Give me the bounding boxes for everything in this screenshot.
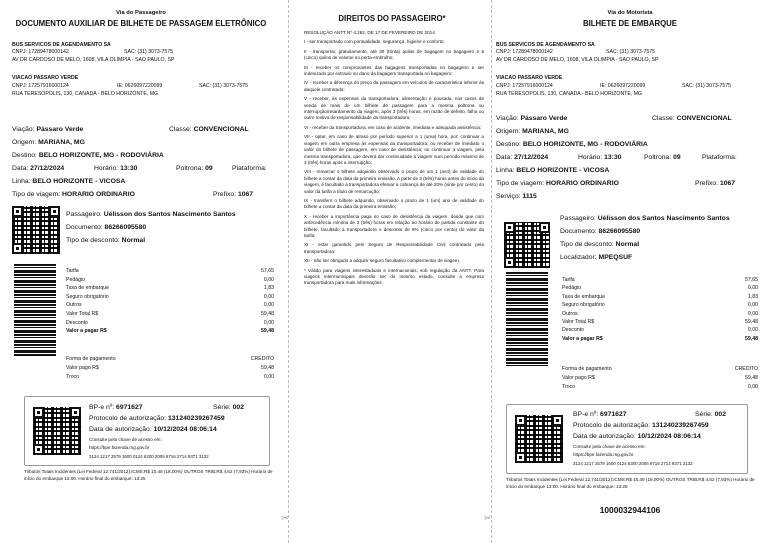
- passenger-rights: [294, 0, 490, 543]
- rights-item: V - receber, às expensas da transportadora, alimentação e pousada, nos casos de venda de mais de um bilhete de passagem para a mesma poltrona ou interrupção/retardamento da viagem, após 3 (três) horas, em razão de defeito, falha ou outro motivo de responsabilidade da transportadora;: [304, 96, 484, 121]
- driver-copy: [494, 0, 766, 543]
- linha-row: Linha: BELO HORIZONTE - VICOSA: [496, 167, 610, 174]
- company2-ie: IE: 0626097220099: [117, 83, 163, 89]
- rights-item: VI - receber da transportadora, em caso de acidente, imediata e adequada assistência;: [304, 124, 482, 130]
- plataforma-row: Plataforma:: [702, 154, 737, 161]
- documento-row: Documento: 86266095580: [560, 228, 641, 235]
- company1-cnpj: CNPJ: 17289478000142: [12, 49, 69, 55]
- rights-item: * Válido para viagens interestaduais e internacionais, sob regulação da ANTT. Para viagens intermunicipais deverão ser do mesmo estado, consulte a empresa transportadora para mais informações.: [304, 267, 484, 286]
- rights-item: III - receber os comprovantes das bagagens transportadas no bagageiro e ser indenizado por extravio ou dano da bagagem transportada no bagageiro;: [304, 64, 484, 77]
- fare-row: Outros 0,00: [562, 310, 758, 317]
- company1-cnpj: CNPJ: 17289478000142: [496, 49, 553, 55]
- via-label: Via do Motorista: [607, 10, 653, 16]
- destino-row: Destino: BELO HORIZONTE, MG - RODOVIÁRIA: [496, 141, 648, 148]
- qr-code-bpe: [515, 415, 563, 463]
- documento-row: Documento: 86266095580: [66, 224, 147, 231]
- origem-row: Origem: MARIANA, MG: [12, 139, 85, 146]
- fare-row: Valor Total R$ 59,48: [66, 310, 274, 317]
- fare-row: Pedágio 0,00: [562, 285, 758, 292]
- fare-row: Tarifa 57,65: [562, 277, 758, 283]
- fare-row: Seguro obrigatório 0,00: [562, 302, 758, 309]
- data-row: Data: 27/12/2024: [496, 154, 549, 161]
- via-label: Via do Passageiro: [116, 10, 166, 16]
- bpe-url[interactable]: https://bpe.fazenda.mg.gov.br: [89, 445, 150, 450]
- company2-sac: SAC: (31) 3073-7575: [199, 83, 249, 89]
- fare-row: Tarifa 57,65: [66, 268, 274, 274]
- payment-row: Forma de pagamento CREDITO: [562, 366, 758, 372]
- company1-name: BUS SERVICOS DE AGENDAMENTO SA: [496, 42, 595, 48]
- payment-row: Troco 0,00: [66, 374, 274, 380]
- scissors-icon: ✂: [281, 513, 289, 523]
- data-row: Data: 27/12/2024: [12, 165, 65, 172]
- prefixo-row: Prefixo: 1067: [213, 191, 254, 198]
- fare-row: Taxa de embarque 1,83: [66, 285, 274, 292]
- rights-item: XI - estar garantido pelo Seguro de Responsabilidade Civil contratado pela transportadora;: [304, 242, 484, 254]
- destino-row: Destino: BELO HORIZONTE, MG - RODOVIÁRIA: [12, 152, 164, 159]
- prefixo-row: Prefixo: 1067: [695, 180, 736, 187]
- qr-code-bpe: [33, 407, 81, 455]
- qr-code-passenger: [12, 206, 60, 254]
- localizador-row: Localizador: MPEQSUF: [560, 254, 633, 261]
- cut-line-1: [288, 0, 289, 543]
- tipo-viagem-row: Tipo de viagem: HORARIO ORDINARIO: [496, 180, 619, 187]
- payment-row: Valor pago R$ 59,48: [66, 365, 274, 371]
- bpe-box: [24, 396, 270, 466]
- plataforma-row: Plataforma:: [232, 165, 267, 172]
- desconto-row: Tipo de desconto: Normal: [560, 241, 640, 248]
- viacao-row: Viação: Pássaro Verde: [12, 126, 84, 133]
- barcode-passenger: [14, 264, 56, 356]
- bpe-number: BP-e nº: 6971627: [89, 404, 143, 411]
- company2-address: RUA TERESOPOLIS, 130, CANADA - BELO HORIZONTE, MG: [12, 91, 159, 97]
- rights-item: IX - transferir o bilhete adquirido, observado o prazo de 1 (um) ano de validade do bilhete a contar da data da primeira emissão;: [304, 197, 484, 210]
- rights-title: DIREITOS DO PASSAGEIRO*: [338, 14, 446, 23]
- ticket-number: 1000032944106: [599, 505, 661, 515]
- fare-row: Outros 0,00: [66, 302, 274, 309]
- origem-row: Origem: MARIANA, MG: [496, 128, 569, 135]
- bpe-chave: 3124 1217 2579 1600 0124 6300 2006 9716 2714 9371 3132: [573, 461, 693, 466]
- cut-line-2: [491, 0, 492, 543]
- passageiro-row: Passageiro: Uélisson dos Santos Nascimento Santos: [560, 215, 730, 222]
- payment-row: Valor pago R$ 59,48: [562, 375, 758, 381]
- fare-table: [66, 268, 274, 337]
- company2-name: VIACAO PASSARO VERDE: [496, 75, 563, 81]
- rights-item: RESOLUÇÃO ANTT Nº 4.282, DE 17 DE FEVEREIRO DE 2014.: [304, 30, 437, 35]
- company1-name: BUS SERVICOS DE AGENDAMENTO SA: [12, 42, 111, 48]
- bpe-number: BP-e nº: 6971627: [573, 411, 627, 418]
- rights-item: I - ser transportado com pontualidade, segurança, higiene e conforto;: [304, 39, 445, 45]
- viacao-row: Viação: Pássaro Verde: [496, 115, 568, 122]
- rights-item: II - transportar, gratuitamente, até 30 (trinta) quilos de bagagem no bagageiro e 5 (cinco) quilos de volume no porta-embrulho;: [304, 48, 484, 61]
- fare-row: Desconto 0,00: [66, 319, 274, 326]
- payment-row: Forma de pagamento CREDITO: [66, 356, 274, 362]
- poltrona-row: Poltrona: 09: [644, 154, 681, 161]
- company1-sac: SAC: (31) 3073-7575: [124, 49, 174, 55]
- bpe-protocolo: Protocolo de autorização: 131240239267459: [89, 415, 225, 422]
- bpe-consulta: Consulte pela chave de acesso em:: [89, 437, 162, 442]
- servico-row: Serviço: 1115: [496, 193, 537, 200]
- poltrona-row: Poltrona: 09: [176, 165, 213, 172]
- fare-row: Taxa de embarque 1,83: [562, 293, 758, 300]
- bpe-chave: 3124 1217 2579 1600 0124 6300 2006 9716 2714 9371 3132: [89, 454, 209, 459]
- desconto-row: Tipo de desconto: Normal: [66, 237, 146, 244]
- fare-row: Pedágio 0,00: [66, 276, 274, 283]
- company2-cnpj: CNPJ: 17257916000124: [496, 83, 553, 89]
- payment-row: Troco 0,00: [562, 384, 758, 390]
- bpe-box: [506, 404, 748, 474]
- rights-item: X - receber a importância paga no caso de desistência da viagem, desde que com antecedência mínima de 3 (três) horas em relação ao horário de partida constante do bilhete, facultado à transportadora o desconto de 5% (cinco por cento) do valor da tarifa;: [304, 213, 484, 238]
- company2-cnpj: CNPJ: 17257916000124: [12, 83, 69, 89]
- bpe-url[interactable]: https://bpe.fazenda.mg.gov.br: [573, 452, 634, 457]
- tributos-footer: Tributos Totais Incidentes (Lei Federal 12.741/2012):ICMS:R$ 10,48 (18,00%) OUTROS TRIB:R$ 4,62 (7,93%) Horário de início do embarque 13:00. Horário final do embarque: 13:25: [506, 477, 755, 489]
- fare-row-total: Valor a pagar R$ 59,48: [562, 335, 758, 342]
- classe-row: Classe: CONVENCIONAL: [169, 126, 249, 133]
- fare-row-total: Valor a pagar R$ 59,48: [66, 328, 274, 335]
- bpe-data-autorizacao: Data de autorização: 10/12/2024 08:06:14: [89, 426, 217, 433]
- barcode-driver: [506, 272, 548, 366]
- fare-table: [562, 277, 758, 344]
- company2-name: VIACAO PASSARO VERDE: [12, 75, 79, 81]
- tributos-footer: Tributos Totais Incidentes (Lei Federal 12.741/2012):ICMS:R$ 10,48 (18,00%) OUTROS TRIB:R$ 4,62 (7,93%) Horário de início do embarque 13:00. Horário final do embarque: 13:25: [24, 469, 273, 481]
- payment-table: [66, 356, 274, 383]
- passageiro-row: Passageiro: Uélisson dos Santos Nascimento Santos: [66, 211, 236, 218]
- boarding-title: BILHETE DE EMBARQUE: [582, 19, 677, 28]
- rights-item: IV - receber a diferença do preço da passagem em veículos de característica inferior às daquele contratado;: [304, 80, 484, 92]
- fare-row: Valor Total R$ 59,48: [562, 318, 758, 325]
- company1-address: AV DR CARDOSO DE MELO, 1608, VILA OLIMPIA - SAO PAULO, SP: [496, 57, 659, 63]
- horario-row: Horário: 13:30: [578, 154, 622, 161]
- company2-address: RUA TERESOPOLIS, 130, CANADA - BELO HORIZONTE, MG: [496, 91, 643, 97]
- bpe-data-autorizacao: Data de autorização: 10/12/2024 08:06:14: [573, 433, 701, 440]
- document-title: DOCUMENTO AUXILIAR DE BILHETE DE PASSAGEM ELETRÔNICO: [15, 19, 267, 28]
- bpe-serie: Série: 002: [213, 404, 244, 411]
- rights-item: VII - optar, em caso de atraso por período superior a 1 (uma) hora, por: continuar a viagem em outra empresa às expensas da transportadora; ou receber de imediato o valor do bilhete de passagem, em caso de desistência; ou continuar a viagem, pela mesma transportadora, que deverá dar continuidade à viagem num período máximo de 3 (três) horas após a interrupção;: [304, 134, 484, 165]
- rights-list: [304, 30, 484, 290]
- horario-row: Horário: 13:30: [94, 165, 138, 172]
- company2-sac: SAC: (31) 3073-7575: [682, 83, 732, 89]
- fare-row: Desconto 0,00: [562, 327, 758, 334]
- rights-item: XII - não ser obrigado a adquirir seguro facultativo complementar de viagem.: [304, 258, 461, 264]
- fare-row: Seguro obrigatório 0,00: [66, 293, 274, 300]
- payment-table: [562, 366, 758, 393]
- bpe-consulta: Consulte pela chave de acesso em:: [573, 444, 646, 449]
- qr-code-driver: [504, 222, 550, 268]
- rights-item: VIII - remarcar o bilhete adquirido observado o prazo de um 1 (ano) de validade do bilhete a contar da data da primeira emissão. A partir de 3 (três) horas antes do início da viagem, é facultado à transportadora efetuar a cobrança de até 20% (vinte por cento) do valor da tarifa a título de remarcação;: [304, 169, 484, 194]
- classe-row: Classe: CONVENCIONAL: [652, 115, 732, 122]
- passenger-copy: [0, 0, 282, 543]
- tipo-viagem-row: Tipo de viagem: HORARIO ORDINARIO: [12, 191, 135, 198]
- company2-ie: IE: 0626097220099: [600, 83, 646, 89]
- scissors-icon: ✂: [484, 513, 492, 523]
- linha-row: Linha: BELO HORIZONTE - VICOSA: [12, 178, 126, 185]
- company1-sac: SAC: (31) 3073-7575: [606, 49, 656, 55]
- bpe-protocolo: Protocolo de autorização: 131240239267459: [573, 422, 709, 429]
- company1-address: AV DR CARDOSO DE MELO, 1608, VILA OLIMPIA - SAO PAULO, SP: [12, 57, 175, 63]
- bpe-serie: Série: 002: [695, 411, 726, 418]
